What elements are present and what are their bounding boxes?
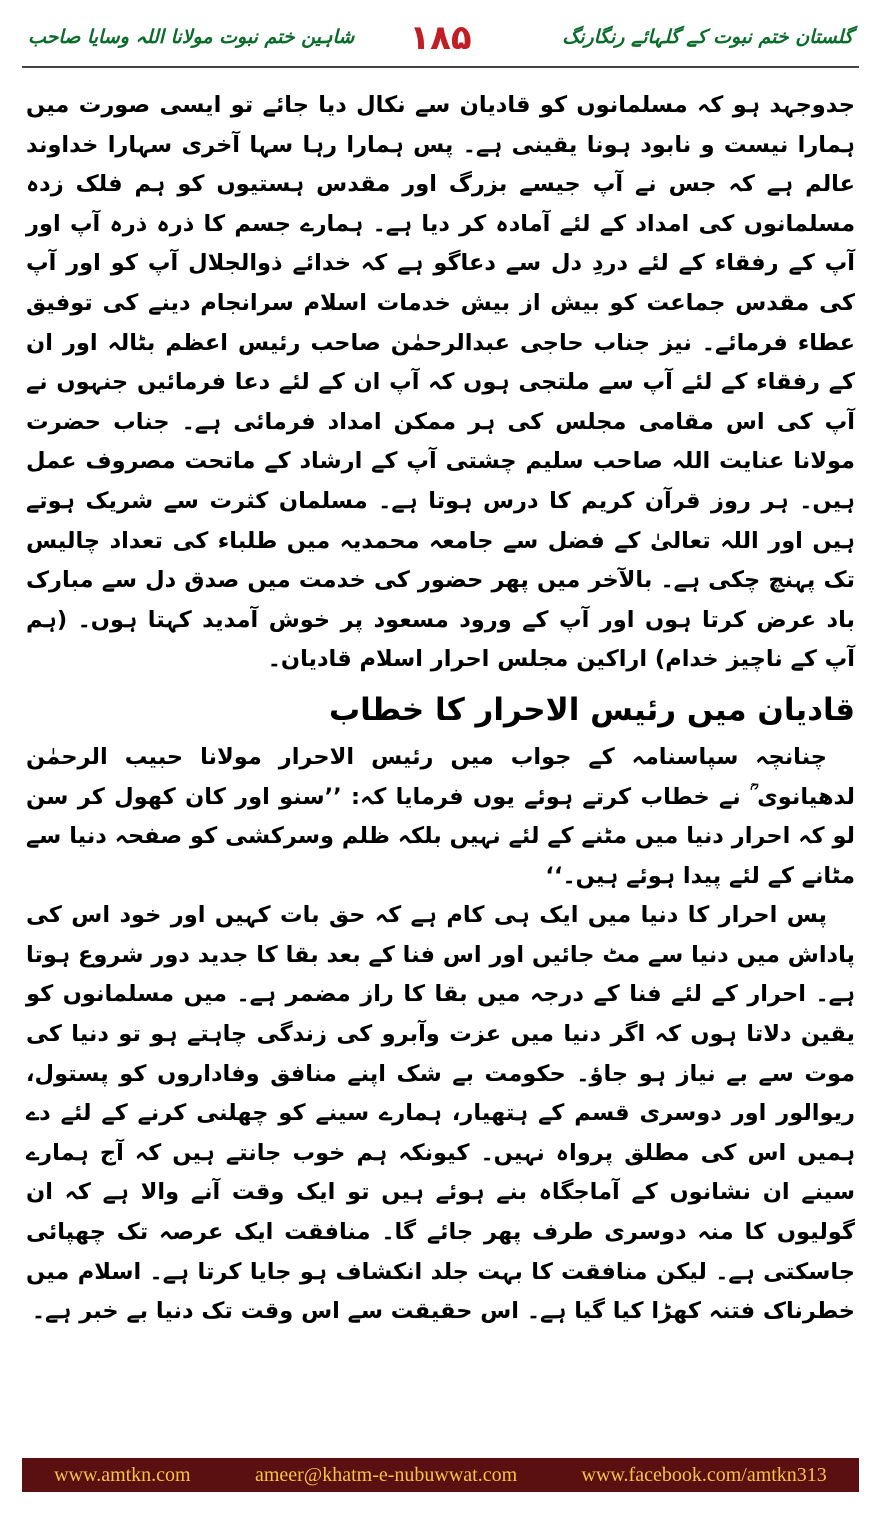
body-paragraph-3: پس احرار کا دنیا میں ایک ہی کام ہے کہ حق بات کہیں اور خود اس کی پاداش میں دنیا سے مٹ جائیں اور اس فنا کے بعد بقا کا جدید دور شروع ہوتا ہے۔ احرار کے لئے فنا کے درجہ میں بقا کا راز مضمر ہے۔ میں مسلمانوں کو یقین دلاتا ہوں کہ اگر دنیا میں عزت وآبرو کی زندگی چاہتے ہو تو دنیا کی موت سے بے نیاز ہو جاؤ۔ حکومت بے شک اپنے منافق وفاداروں کو پستول، ریوالور اور دوسری قسم کے ہتھیار، ہمارے سینے کو چھلنی کرنے کے لئے دے ہمیں اس کی مطلق پرواہ نہیں۔ کیونکہ ہم خوب جانتے ہیں کہ آج ہمارے سینے ان نشانوں کے آماجگاہ بنے ہوئے ہیں تو ایک وقت آنے والا ہے کہ ان گولیوں کا منہ دوسری طرف پھر جائے گا۔ منافقت ایک عرصہ تک چھپائی جاسکتی ہے۔ لیکن منافقت کا بہت جلد انکشاف ہو جایا کرتا ہے۔ اسلام میں خطرناک فتنہ کھڑا کیا گیا ہے۔ اس حقیقت سے اس وقت تک دنیا بے خبر ہے۔ xyxy=(26,902,855,1325)
footer-website-link[interactable]: www.amtkn.com xyxy=(54,1463,191,1486)
body-paragraph-1: جدوجہد ہو کہ مسلمانوں کو قادیان سے نکال دیا جائے تو ایسی صورت میں ہمارا نیست و نابود ہونا یقینی ہے۔ پس ہمارا رہا سہا آخری سہارا خداوند عالم ہے کہ جس نے آپ جیسے بزرگ اور مقدس ہستیوں کو ہم فلک زدہ مسلمانوں کی امداد کے لئے آمادہ کر دیا ہے۔ ہمارے جسم کا ذرہ ذرہ آپ اور آپ کے رفقاء کے لئے دردِ دل سے دعاگو ہے کہ خدائے ذوالجلال آپ کو اور آپ کی مقدس جماعت کو بیش از بیش خدمات اسلام سرانجام دینے کی توفیق عطاء فرمائے۔ نیز جناب حاجی عبدالرحمٰن صاحب رئیس اعظم بٹالہ اور ان کے رفقاء کے لئے آپ سے ملتجی ہوں کہ آپ ان کے لئے دعا فرمائیں جنہوں نے آپ کی اس مقامی مجلس کی ہر ممکن امداد فرمائی ہے۔ جناب حضرت مولانا عنایت اللہ صاحب سلیم چشتی آپ کے ارشاد کے ماتحت مصروف عمل ہیں۔ ہر روز قرآن کریم کا درس ہوتا ہے۔ مسلمان کثرت سے شریک ہوتے ہیں اور اللہ تعالیٰ کے فضل سے جامعہ محمدیہ میں طلباء کی تعداد چالیس تک پہنچ چکی ہے۔ بالآخر میں پھر حضور کی خدمت میں صدق دل سے مبارک باد عرض کرتا ہوں اور آپ کے ورود مسعود پر خوش آمدید کہتا ہوں۔ (ہم آپ کے ناچیز خدام) اراکین مجلس احرار اسلام قادیان۔ xyxy=(26,92,855,673)
header-book-title: گلستان ختم نبوت کے گلہائے رنگارنگ xyxy=(562,26,853,48)
footer-email-link[interactable]: ameer@khatm-e-nubuwwat.com xyxy=(254,1463,518,1486)
page-body xyxy=(26,86,855,1332)
page-number: ۱۸۵ xyxy=(409,18,472,58)
header-author-title: شاہین ختم نبوت مولانا اللہ وسایا صاحب xyxy=(28,26,355,48)
body-paragraph-2: چنانچہ سپاسنامہ کے جواب میں رئیس الاحرار مولانا حبیب الرحمٰن لدھیانوی ؒ نے خطاب کرتے ہوئے یوں فرمایا کہ: ’’سنو اور کان کھول کر سن لو کہ احرار دنیا میں مٹنے کے لئے نہیں بلکہ ظلم وسرکشی کو صفحہ دنیا سے مٹانے کے لئے پیدا ہوئے ہیں۔‘‘ xyxy=(26,743,855,889)
footer-facebook-link[interactable]: www.facebook.com/amtkn313 xyxy=(581,1463,827,1486)
page-footer xyxy=(22,1458,859,1492)
header-divider xyxy=(22,66,859,68)
section-heading: قادیان میں رئیس الاحرار کا خطاب xyxy=(328,691,855,728)
page-header xyxy=(22,18,859,68)
